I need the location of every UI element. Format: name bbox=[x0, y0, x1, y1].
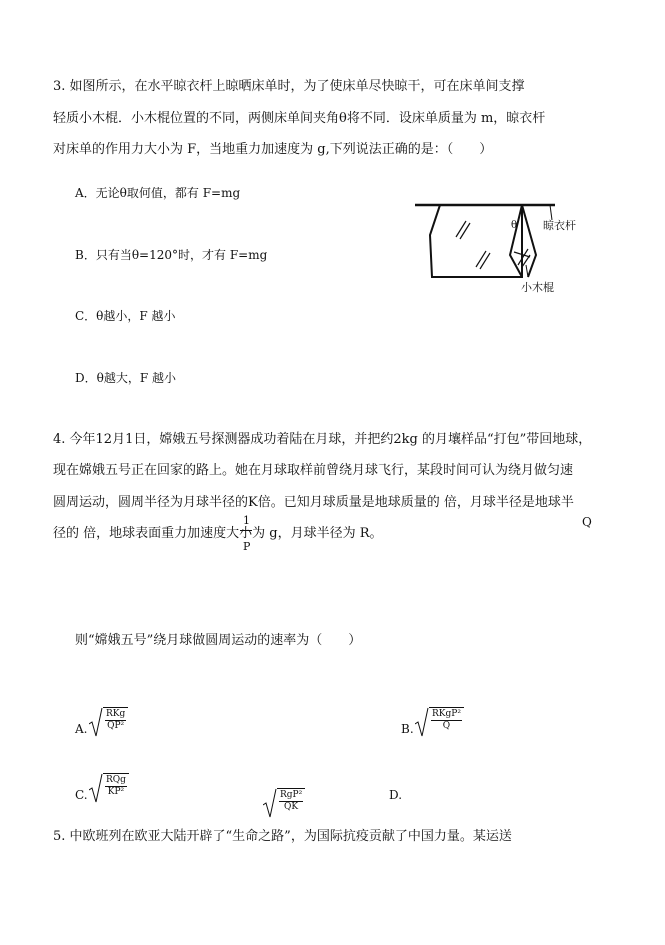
q5-line1: 5. 中欧班列在欧亚大陆开辟了“生命之路”，为国际抗疫贡献了中国力量。某运送 bbox=[53, 829, 512, 844]
q4-option-c-numerator: RQg bbox=[106, 775, 126, 785]
q4-option-b-numerator: RKgP² bbox=[432, 709, 461, 719]
q3-line2: 轻质小木棍．小木棍位置的不同，两侧床单间夹角θ将不同．设床单质量为 m，晾衣杆 bbox=[53, 111, 546, 126]
q3-option-c: C．θ越小，F 越小 bbox=[75, 309, 176, 323]
q3-option-a: A．无论θ取何值，都有 F=mg bbox=[75, 186, 241, 200]
radical-icon bbox=[89, 707, 103, 737]
q4-option-a-label: A. bbox=[75, 722, 88, 736]
q4-option-b-label: B. bbox=[401, 722, 414, 736]
q4-option-a-sqrt bbox=[89, 707, 128, 737]
q4-line2: 现在嫦娥五号正在回家的路上。她在月球取样前曾绕月球飞行，某段时间可认为绕月做匀速 bbox=[53, 463, 574, 478]
stick-label: 小木棍 bbox=[521, 281, 554, 294]
q4-option-a-denominator: QP² bbox=[107, 721, 125, 731]
q4-option-b-sqrt bbox=[415, 707, 464, 737]
q4-option-b-denominator: Q bbox=[442, 721, 451, 731]
q4-option-d-denominator: QK bbox=[284, 802, 299, 812]
fraction-numerator-1: 1 bbox=[243, 514, 250, 527]
fraction-bar bbox=[240, 530, 252, 531]
q4-line1: 4. 今年12月1日，嫦娥五号探测器成功着陆在月球，并把约2kg 的月壤样品“打包”带回地球， bbox=[53, 432, 592, 447]
q4-option-a-numerator: RKg bbox=[106, 709, 126, 719]
q4-line4: 径的 倍，地球表面重力加速度大小为 g，月球半径为 R。 bbox=[53, 526, 383, 541]
q4-option-d-sqrt bbox=[263, 788, 305, 818]
radical-icon bbox=[415, 707, 429, 737]
clothesline-figure bbox=[410, 195, 600, 300]
q4-option-c-denominator: KP² bbox=[107, 787, 125, 797]
q4-stem: 则“嫦娥五号”绕月球做圆周运动的速率为（ ） bbox=[75, 633, 362, 648]
q4-option-d-numerator: RgP² bbox=[280, 790, 303, 800]
q3-option-b: B．只有当θ=120°时，才有 F=mg bbox=[75, 248, 268, 262]
radical-icon bbox=[89, 773, 103, 803]
q4-line3: 圆周运动，圆周半径为月球半径的K倍。已知月球质量是地球质量的 倍，月球半径是地球半 bbox=[53, 495, 574, 510]
clothesline-diagram bbox=[410, 195, 600, 300]
q4-option-c-sqrt bbox=[89, 773, 129, 803]
q3-line1: 3. 如图所示，在水平晾衣杆上晾晒床单时，为了使床单尽快晾干，可在床单间支撑 bbox=[53, 79, 525, 94]
q4-option-d-label: D. bbox=[389, 788, 403, 802]
q3-option-d: D．θ越大，F 越小 bbox=[75, 371, 176, 385]
q4-option-c-label: C. bbox=[75, 788, 88, 802]
theta-label: θ bbox=[511, 220, 518, 231]
fraction-denominator-p: P bbox=[243, 540, 251, 553]
rod-label: 晾衣杆 bbox=[543, 219, 576, 232]
radical-icon bbox=[263, 788, 277, 818]
fraction-denominator-q: Q bbox=[582, 515, 592, 529]
q3-line3: 对床单的作用力大小为 F，当地重力加速度为 g,下列说法正确的是：（ ） bbox=[53, 142, 493, 157]
